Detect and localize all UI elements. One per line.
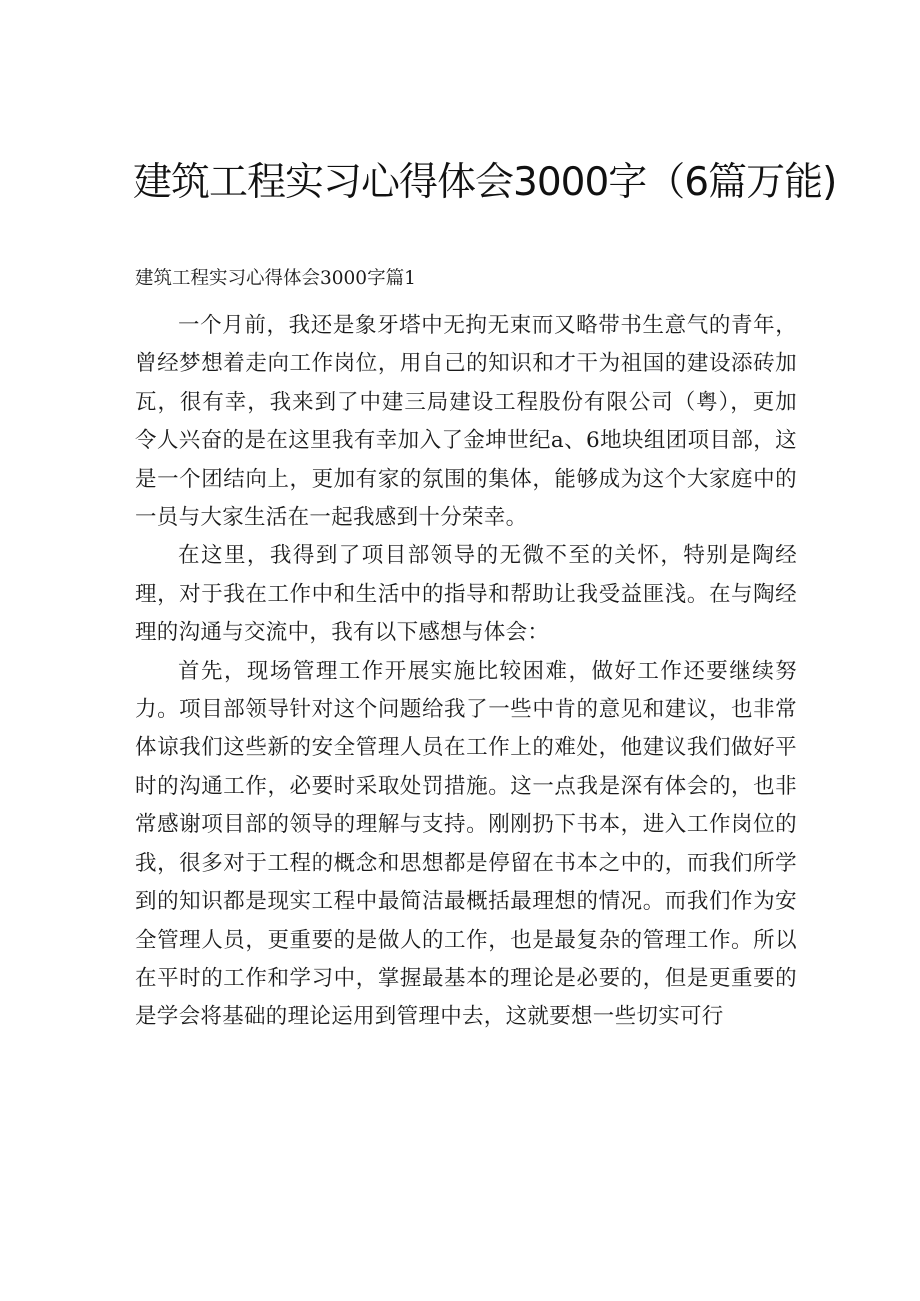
paragraph-3: 首先，现场管理工作开展实施比较困难，做好工作还要继续努力。项目部领导针对这个问题给我了一些中肯的意见和建议，也非常体谅我们这些新的安全管理人员在工作上的难处，他建议我们做好平时的沟通工作，必要时采取处罚措施。这一点我是深有体会的，也非常感谢项目部的领导的理解与支持。刚刚扔下书本，进入工作岗位的我，很多对于工程的概念和思想都是停留在书本之中的，而我们所学到的知识都是现实工程中最简洁最概括最理想的情况。而我们作为安全管理人员，更重要的是做人的工作，也是最复杂的管理工作。所以在平时的工作和学习中，掌握最基本的理论是必要的，但是更重要的是学会将基础的理论运用到管理中去，这就要想一些切实可行 xyxy=(135,658,797,1030)
paragraph-2: 在这里，我得到了项目部领导的无微不至的关怀，特别是陶经理，对于我在工作中和生活中的指导和帮助让我受益匪浅。在与陶经理的沟通与交流中，我有以下感想与体会： xyxy=(135,543,797,646)
paragraph-1: 一个月前，我还是象牙塔中无拘无束而又略带书生意气的青年，曾经梦想着走向工作岗位，用自己的知识和才干为祖国的建设添砖加瓦，很有幸，我来到了中建三局建设工程股份有限公司（粤），更加令人兴奋的是在这里我有幸加入了金坤世纪a、6地块组团项目部，这是一个团结向上，更加有家的氛围的集体，能够成为这个大家庭中的一员与大家生活在一起我感到十分荣幸。 xyxy=(135,313,797,531)
document-title: 建筑工程实习心得体会3000字（6篇万能) xyxy=(133,160,837,205)
section-heading: 建筑工程实习心得体会3000字篇1 xyxy=(135,268,416,289)
document-body xyxy=(135,307,797,1037)
